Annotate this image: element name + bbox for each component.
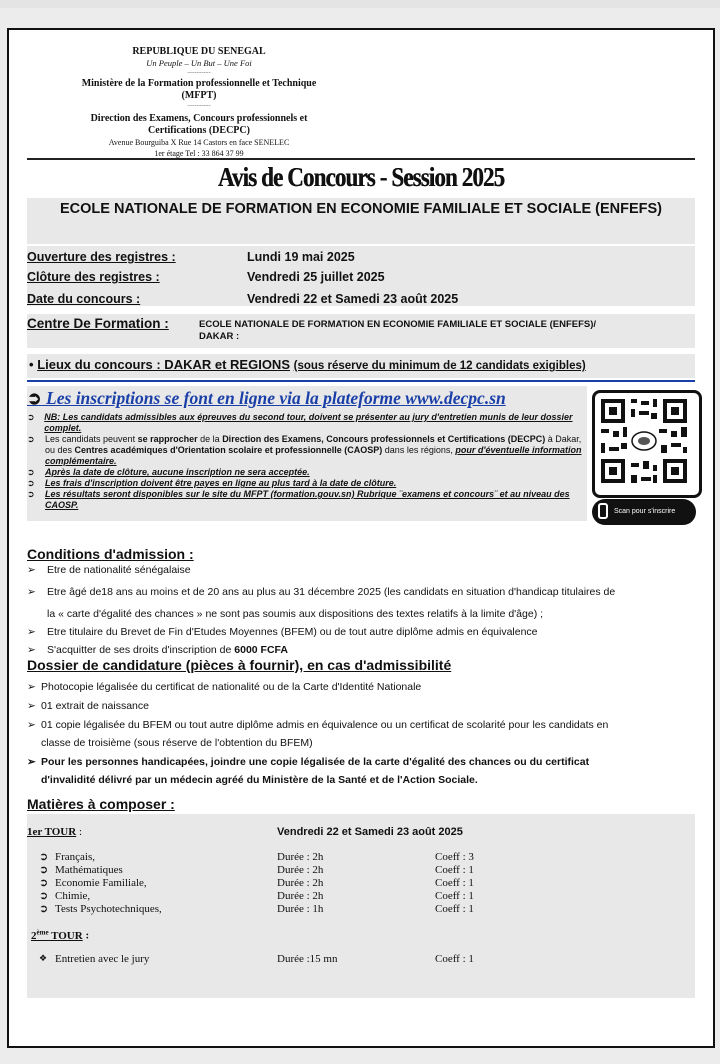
- subjects-table: [39, 850, 474, 915]
- scan-to-register-button[interactable]: [592, 499, 696, 525]
- direction-name: Direction des Examens, Concours professionnels et Certifications (DECPC): [90, 113, 308, 136]
- note-fees: Les frais d'inscription doivent être payes en ligne au plus tard à la date de clôture.: [45, 478, 397, 488]
- closing-date: Vendredi 25 juillet 2025: [247, 270, 385, 284]
- tour1-label: 1er TOUR :: [27, 826, 83, 838]
- arrow-icon: ➲: [27, 412, 35, 422]
- arrow-icon: ➲: [27, 467, 35, 477]
- tour2-table: [39, 952, 474, 965]
- arrow-icon: ➲: [27, 388, 42, 408]
- centre-label: Centre De Formation :: [27, 316, 169, 331]
- opening-label: Ouverture des registres :: [27, 250, 176, 264]
- motto: Un Peuple – Un But – Une Foi: [146, 58, 252, 68]
- note-contact: Les candidats peuvent se rapprocher de la Direction des Examens, Concours professionnels et Certifications (DECPC) à Dakar, ou des Centres académiques d'Orientation scolaire et professionnelle (CAOSP) dans les régions, pour d'éventuelle information complémentaire.: [45, 434, 582, 466]
- republic-title: REPUBLIQUE DU SENEGAL: [132, 46, 266, 57]
- list-item: ➢ Photocopie légalisée du certificat de nationalité ou de la Carte d'Identité Nationale: [27, 681, 422, 693]
- bullet-icon: •: [29, 357, 34, 372]
- phone-icon: [598, 503, 608, 519]
- browser-top-strip: [0, 0, 720, 8]
- arrow-icon: ➢: [27, 626, 36, 638]
- header-divider: [27, 158, 695, 160]
- list-item: ➢ Etre âgé de18 ans au moins et de 20 ans au plus au 31 décembre 2025 (les candidats en situation d'handicap titulaires de: [27, 586, 616, 598]
- page-title: Avis de Concours - Session 2025: [217, 162, 505, 192]
- school-name: ECOLE NATIONALE DE FORMATION EN ECONOMIE FAMILIALE ET SOCIALE (ENFEFS): [27, 198, 695, 244]
- arrow-icon: ➲: [39, 864, 49, 876]
- table-row: ➲ Economie Familiale, Durée : 2h Coeff : 1: [39, 876, 474, 889]
- blue-divider: [27, 380, 695, 382]
- inscriptions-headline: ➲ Les inscriptions se font en ligne via la plateforme www.decpc.sn: [27, 388, 506, 408]
- header-block: [69, 46, 329, 159]
- arrow-icon: ➢: [27, 700, 36, 712]
- arrow-icon: ➲: [39, 903, 49, 915]
- floor-telephone: 1er étage Tel : 33 864 37 99: [154, 149, 244, 158]
- table-row: ➲ Chimie, Durée : 2h Coeff : 1: [39, 889, 474, 902]
- note-closing: Après la date de clôture, aucune inscription ne sera acceptée.: [45, 467, 310, 477]
- arrow-icon: ➢: [27, 564, 36, 576]
- list-item: ➢ 01 extrait de naissance: [27, 700, 149, 712]
- document-page: [7, 28, 715, 1048]
- list-item: ➢ Etre titulaire du Brevet de Fin d'Etudes Moyennes (BFEM) ou de tout autre diplôme admis en équivalence: [27, 626, 538, 638]
- opening-date: Lundi 19 mai 2025: [247, 250, 355, 264]
- list-item: ➢ S'acquitter de ses droits d'inscription de 6000 FCFA: [27, 644, 288, 656]
- arrow-icon: ➢: [27, 681, 36, 693]
- lieux-line: • Lieux du concours : DAKAR et REGIONS (sous réserve du minimum de 12 candidats exigibles): [29, 357, 586, 372]
- table-row: ❖ Entretien avec le jury Durée :15 mn Coeff : 1: [39, 952, 474, 965]
- list-item: la « carte d'égalité des chances » ne sont pas soumis aux dispositions des textes relatifs à la limite d'âge) ;: [47, 608, 544, 620]
- address: Avenue Bourguiba X Rue 14 Castors en face SENELEC: [108, 138, 290, 147]
- inscriptions-notes: [27, 412, 587, 511]
- list-item: d'invalidité délivré par un médecin agréé du Ministère de la Santé et de l'Action Sociale.: [41, 774, 478, 786]
- arrow-icon: ➲: [27, 489, 35, 499]
- decpc-link[interactable]: www.decpc.sn: [405, 388, 506, 408]
- centre-value: ECOLE NATIONALE DE FORMATION EN ECONOMIE FAMILIALE ET SOCIALE (ENFEFS)/: [199, 319, 597, 330]
- list-item: ➢ Pour les personnes handicapées, joindre une copie légalisée de la carte d'égalité des chances ou du certificat: [27, 756, 590, 768]
- dossier-list: [27, 680, 695, 787]
- ministry-name: Ministère de la Formation professionnelle et Technique (MFPT): [81, 78, 317, 101]
- matieres-heading: Matières à composer :: [27, 796, 175, 812]
- dossier-heading: Dossier de candidature (pièces à fournir), en cas d'admissibilité: [27, 657, 452, 673]
- table-row: ➲ Français, Durée : 2h Coeff : 3: [39, 850, 474, 863]
- scan-label: Scan pour s'inscrire: [614, 508, 676, 515]
- centre-city: DAKAR :: [199, 331, 240, 342]
- arrow-icon: ➲: [27, 478, 35, 488]
- arrow-icon: ➲: [39, 877, 49, 889]
- conditions-heading: Conditions d'admission :: [27, 546, 194, 562]
- arrow-icon: ➢: [27, 644, 36, 656]
- arrow-icon: ➲: [27, 434, 35, 444]
- note-results: Les résultats seront disponibles sur le site du MFPT (formation.gouv.sn) Rubrique ¨examens et concours¨ et au niveau des CAOSP.: [45, 489, 570, 510]
- diamond-bullet-icon: ❖: [39, 953, 48, 963]
- list-item: ➢ Etre de nationalité sénégalaise: [27, 564, 191, 576]
- conditions-list: [27, 563, 695, 657]
- exam-date-label: Date du concours :: [27, 292, 141, 306]
- closing-label: Clôture des registres :: [27, 270, 160, 284]
- list-item: classe de troisième (sous réserve de l'obtention du BFEM): [41, 737, 313, 749]
- list-item: ➢ 01 copie légalisée du BFEM ou tout autre diplôme admis en équivalence ou un certificat de scolarité pour les candidats en: [27, 719, 609, 731]
- separator: ----------: [187, 101, 211, 109]
- arrow-icon: ➢: [27, 719, 36, 731]
- arrow-icon: ➲: [39, 890, 49, 902]
- arrow-icon: ➲: [39, 851, 49, 863]
- table-row: ➲ Mathématiques Durée : 2h Coeff : 1: [39, 863, 474, 876]
- arrow-icon: ➢: [27, 756, 36, 768]
- table-row: ➲ Tests Psychotechniques, Durée : 1h Coeff : 1: [39, 902, 474, 915]
- qr-code[interactable]: [592, 390, 702, 498]
- exam-date: Vendredi 22 et Samedi 23 août 2025: [247, 292, 459, 306]
- separator: ----------: [187, 68, 211, 76]
- tour1-date: Vendredi 22 et Samedi 23 août 2025: [277, 826, 463, 838]
- tour2-label: 2ème TOUR :: [31, 928, 90, 942]
- arrow-icon: ➢: [27, 586, 36, 598]
- note-nb: NB: Les candidats admissibles aux épreuves du second tour, doivent se présenter au jury d'entretien munis de leur dossier complet.: [44, 412, 573, 433]
